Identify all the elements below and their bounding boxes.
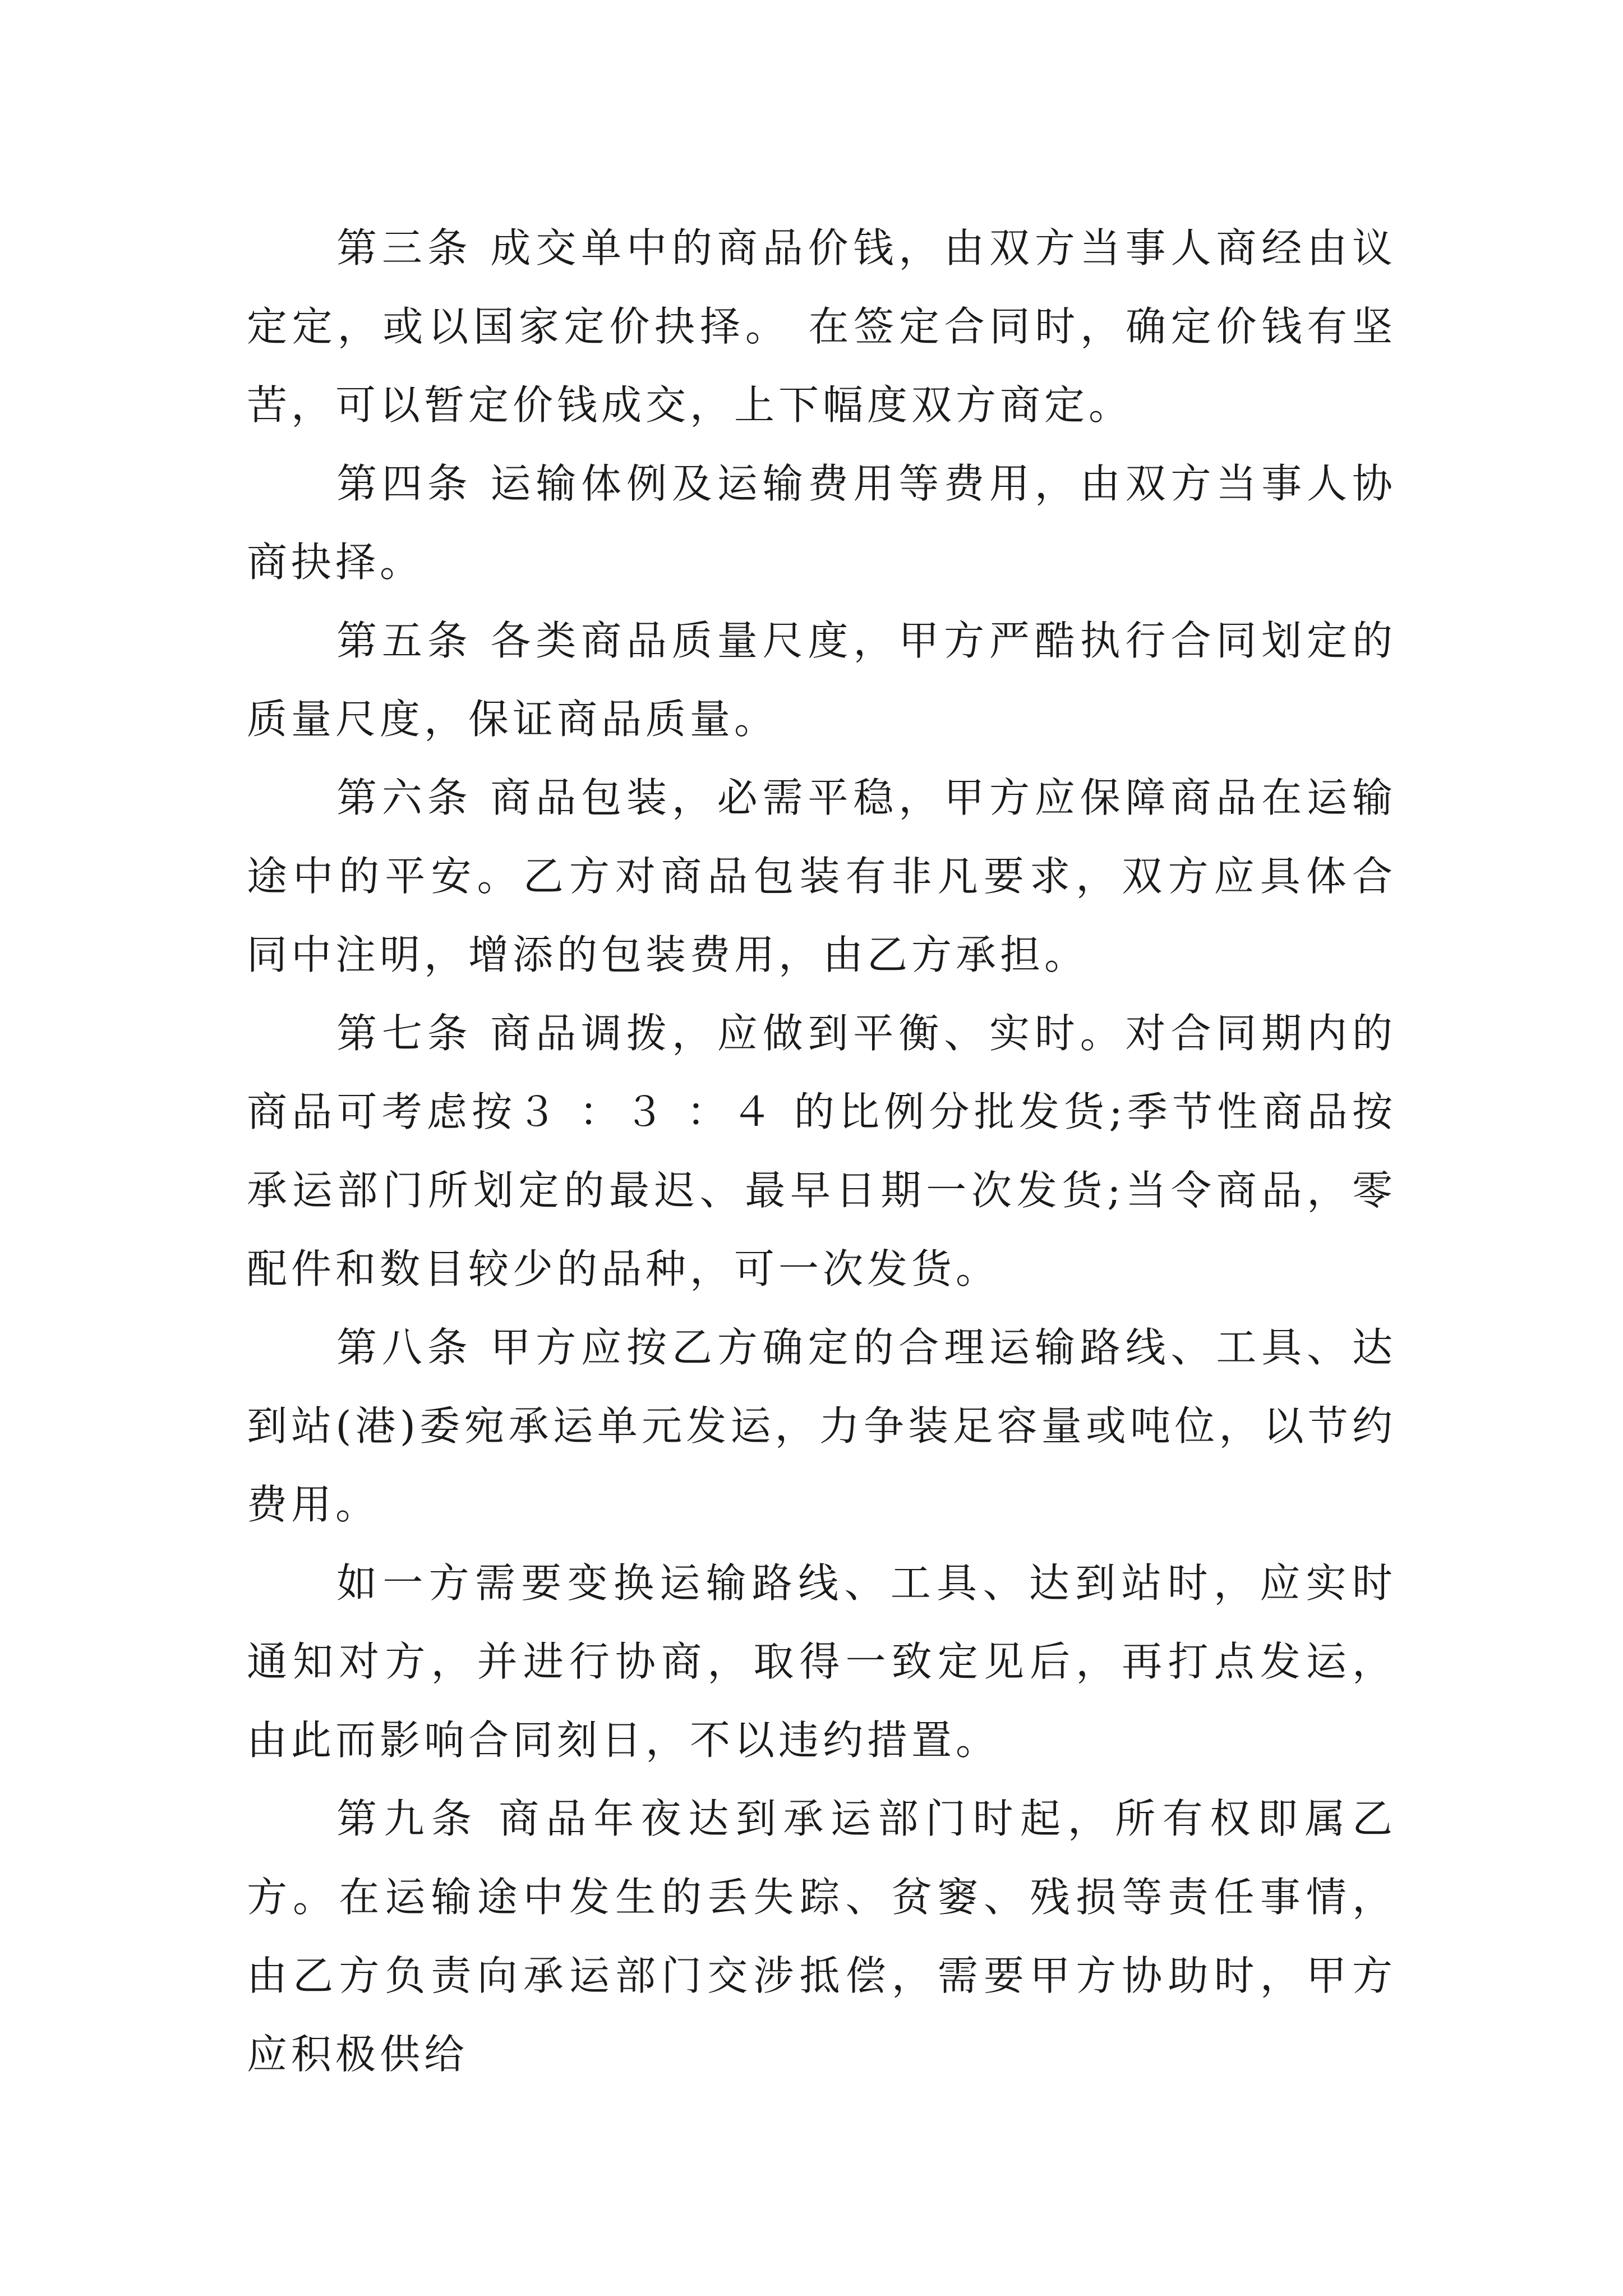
article-9-paragraph: 第九条 商品年夜达到承运部门时起，所有权即属乙方。在运输途中发生的丢失踪、贫窭、残损等责任事情，由乙方负责向承运部门交涉抵偿，需要甲方协助时，甲方应积极供给 [247, 1795, 1396, 2078]
article-4-paragraph: 第四条 运输体例及运输费用等费用，由双方当事人协商抉择。 [247, 460, 1396, 586]
article-8-continuation-paragraph: 如一方需要变换运输路线、工具、达到站时，应实时通知对方，并进行协商，取得一致定见后，再打点发运，由此而影响合同刻日，不以违约措置。 [247, 1559, 1396, 1764]
article-8-paragraph: 第八条 甲方应按乙方确定的合理运输路线、工具、达到站(港)委宛承运单元发运，力争装足容量或吨位，以节约费用。 [247, 1324, 1396, 1528]
article-6-paragraph: 第六条 商品包装，必需平稳，甲方应保障商品在运输途中的平安。乙方对商品包装有非凡要求，双方应具体合同中注明，增添的包装费用，由乙方承担。 [247, 774, 1396, 978]
article-7-paragraph: 第七条 商品调拨，应做到平衡、实时。对合同期内的商品可考虑按３ ：３ ：４ 的比例分批发货;季节性商品按承运部门所划定的最迟、最早日期一次发货;当令商品，零配件和数目较少的品种，可一次发货。 [247, 1010, 1396, 1292]
article-5-paragraph: 第五条 各类商品质量尺度，甲方严酷执行合同划定的质量尺度，保证商品质量。 [247, 617, 1396, 743]
document-body [247, 209, 1396, 2093]
article-3-paragraph: 第三条 成交单中的商品价钱，由双方当事人商经由议定定，或以国家定价抉择。 在签定合同时，确定价钱有坚苦，可以暂定价钱成交，上下幅度双方商定。 [247, 224, 1396, 429]
